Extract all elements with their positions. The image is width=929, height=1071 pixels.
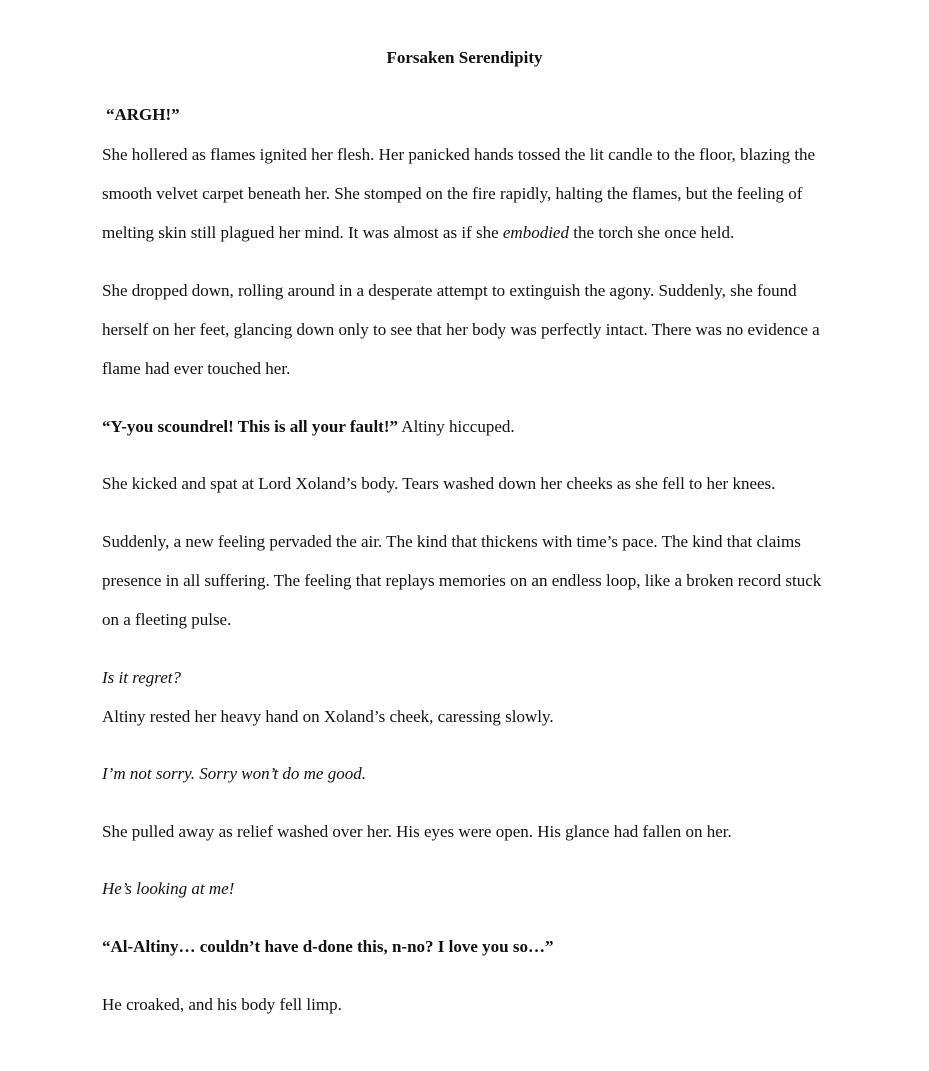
thought-not-sorry: I’m not sorry. Sorry won’t do me good. <box>102 764 366 783</box>
dialogue-scoundrel <box>102 407 832 446</box>
paragraph-pulled-away: She pulled away as relief washed over her. His eyes were open. His glance had fallen on her. <box>102 822 732 841</box>
paragraph-fell-limp: He croaked, and his body fell limp. <box>102 995 342 1014</box>
dialogue-scoundrel-quote: “Y-you scoundrel! This is all your fault!” <box>102 417 398 436</box>
dialogue-scoundrel-tag: Altiny hiccuped. <box>398 417 515 436</box>
paragraph-flames <box>102 135 832 252</box>
exclamation-line: “ARGH!” <box>106 105 180 124</box>
paragraph-flames-text-b: the torch she once held. <box>568 223 735 242</box>
paragraph-dropped-down: She dropped down, rolling around in a desperate attempt to extinguish the agony. Suddenly, she found herself on her feet, glancing down only to see that her body was perfectly intact. There was no evidence a flame had ever touched her. <box>102 281 820 378</box>
paragraph-flames-text-a: She hollered as flames ignited her flesh. Her panicked hands tossed the lit candle to the floor, blazing the smooth velvet carpet beneath her. She stomped on the fire rapidly, halting the flames, but the feeling of melting skin still plagued her mind. It was almost as if she <box>102 145 816 242</box>
paragraph-new-feeling: Suddenly, a new feeling pervaded the air. The kind that thickens with time’s pace. The kind that claims presence in all suffering. The feeling that replays memories on an endless loop, like a broken record stuck on a fleeting pulse. <box>102 532 822 629</box>
paragraph-kicked: She kicked and spat at Lord Xoland’s body. Tears washed down her cheeks as she fell to her knees. <box>102 474 776 493</box>
thought-looking-at-me: He’s looking at me! <box>102 879 235 898</box>
document-title: Forsaken Serendipity <box>386 48 543 67</box>
emphasis-embodied: embodied <box>502 223 569 242</box>
thought-regret: Is it regret? <box>102 668 182 687</box>
paragraph-rested-hand: Altiny rested her heavy hand on Xoland’s cheek, caressing slowly. <box>102 707 554 726</box>
dialogue-love-you: “Al-Altiny… couldn’t have d-done this, n-no? I love you so…” <box>102 937 554 956</box>
